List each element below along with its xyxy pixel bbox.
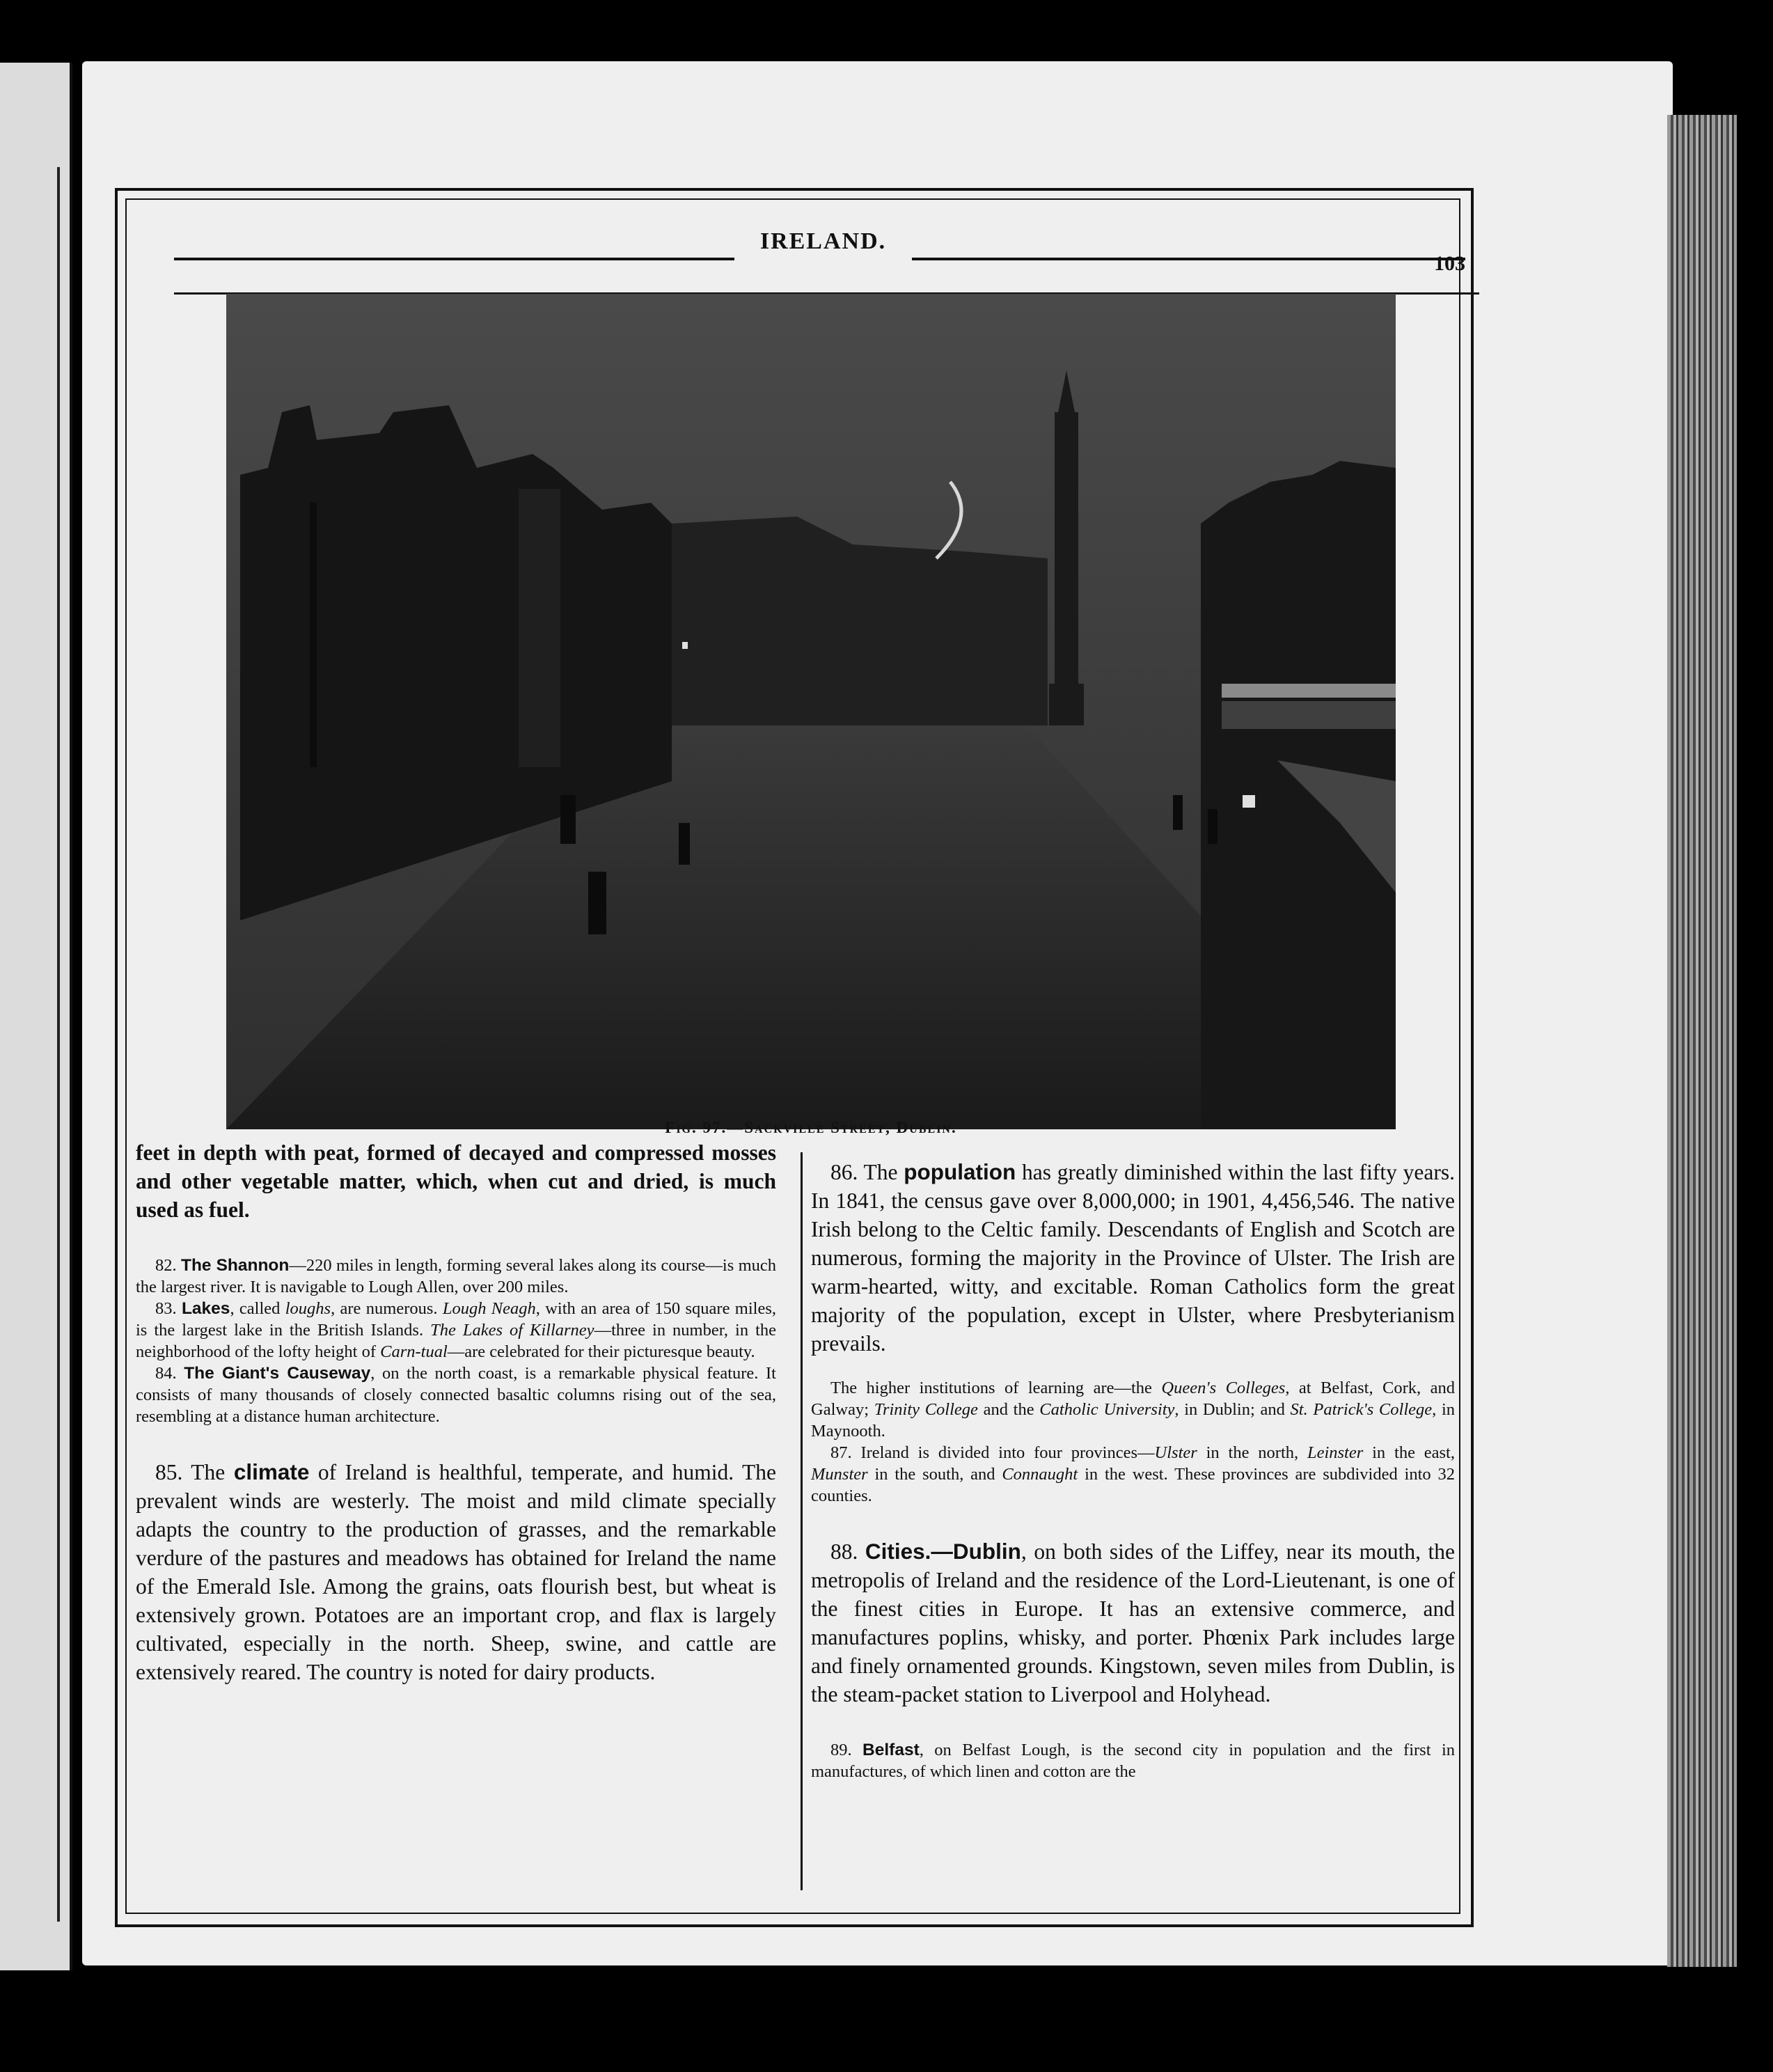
section-text: in the north,: [1197, 1443, 1307, 1462]
section-86-population: [811, 1158, 1455, 1358]
page-number: 103: [1434, 252, 1465, 275]
section-number: 83.: [155, 1299, 177, 1318]
section-87-provinces: [811, 1442, 1455, 1507]
figure-caption: Fig. 97.—Sackville Street, Dublin.: [665, 1119, 957, 1136]
term-lough-neagh: Lough Neagh: [442, 1299, 536, 1318]
street-scene-image: [226, 294, 1396, 1129]
sackville-street-photograph: [226, 294, 1396, 1129]
section-number: 82.: [155, 1256, 177, 1275]
section-text: , in Maynooth.: [811, 1400, 1455, 1441]
term-carn-tual: Carn-tual: [380, 1342, 448, 1361]
section-text: in the east,: [1363, 1443, 1455, 1462]
section-number: 88.: [830, 1539, 858, 1564]
term-munster: Munster: [811, 1465, 868, 1484]
paragraph-peat-continuation: feet in depth with peat, formed of decayed and compressed mosses and other vegetable matter, which, when cut and dried, is much used as fuel.: [136, 1140, 776, 1222]
section-83-lakes: [136, 1298, 776, 1363]
header-rule-left: [174, 258, 734, 260]
section-keyword: population: [904, 1159, 1016, 1184]
adjacent-page-edge: [0, 63, 72, 1970]
page-stack-edges: [1667, 115, 1737, 1967]
section-text: , at Belfast, Cork, and Galway;: [811, 1379, 1455, 1419]
term-queens-colleges: Queen's Colleges: [1161, 1379, 1286, 1397]
section-keyword: Cities.—Dublin: [865, 1539, 1021, 1564]
section-text: , in Dublin; and: [1174, 1400, 1291, 1419]
section-keyword: climate: [233, 1459, 310, 1484]
term-catholic-university: Catholic University: [1039, 1400, 1175, 1419]
section-text: 87. Ireland is divided into four provinces—: [830, 1443, 1155, 1462]
section-keyword: Belfast: [862, 1741, 920, 1759]
term-ulster: Ulster: [1154, 1443, 1197, 1462]
section-text: , on Belfast Lough, is the second city in population and the first in manufactures, of which linen and cotton are the: [811, 1741, 1455, 1781]
section-text: , on both sides of the Liffey, near its mouth, the metropolis of Ireland and the residence of the Lord-Lieutenant, is one of the finest cities in Europe. It has an extensive commerce, and manufactures poplins, whisky, and porter. Phœnix Park includes large and finely ornamented grounds. Kingstown, seven miles from Dublin, is the steam-packet station to Liverpool and Holyhead.: [811, 1539, 1456, 1706]
section-85-climate: [136, 1458, 776, 1686]
term-connaught: Connaught: [1002, 1465, 1078, 1484]
section-text: —three in number, in the neighborhood of the lofty height of: [136, 1321, 777, 1361]
section-number: 85. The: [155, 1460, 226, 1484]
section-number: 86. The: [830, 1160, 898, 1184]
section-text: The higher institutions of learning are—the: [830, 1379, 1162, 1397]
term-st-patricks-college: St. Patrick's College: [1290, 1400, 1433, 1419]
running-head: IRELAND.: [759, 228, 887, 254]
section-88-cities-dublin: [811, 1537, 1455, 1709]
section-text: —are celebrated for their picturesque beauty.: [447, 1342, 755, 1361]
section-text: in the south, and: [867, 1465, 1002, 1484]
section-keyword: The Shannon: [180, 1256, 290, 1275]
adjacent-page-rule: [57, 167, 60, 1922]
term-leinster: Leinster: [1307, 1443, 1364, 1462]
header-rule-right: [912, 258, 1465, 260]
section-keyword: Lakes: [181, 1299, 230, 1318]
term-lakes-of-killarney: The Lakes of Killarney: [430, 1321, 594, 1340]
section-text: has greatly diminished within the last fifty years. In 1841, the census gave over 8,000,000; in 1901, 4,456,546. The native Irish belong to the Celtic family. Descendants of English and Scotch are numerous, forming the majority in the Province of Ulster. The Irish are warm-hearted, witty, and excitable. Roman Catholics form the great majority of the population, except in Ulster, where Presbyterianism prevails.: [811, 1160, 1455, 1356]
section-number: 89.: [830, 1741, 852, 1759]
section-text: and the: [977, 1400, 1040, 1419]
section-text: —220 miles in length, forming several lakes along its course—is much the largest river. It is navigable to Lough Allen, over 200 miles.: [136, 1256, 777, 1296]
term-trinity-college: Trinity College: [874, 1400, 978, 1419]
column-divider: [801, 1152, 803, 1890]
section-text: , are numerous.: [331, 1299, 443, 1318]
term-loughs: loughs: [285, 1299, 331, 1318]
note-higher-learning: [811, 1377, 1455, 1442]
section-keyword: The Giant's Causeway: [184, 1364, 371, 1383]
section-number: 84.: [155, 1364, 177, 1383]
section-89-belfast: [811, 1739, 1455, 1782]
section-84-giants-causeway: [136, 1363, 776, 1427]
section-text: , on the north coast, is a remarkable physical feature. It consists of many thousands of closely connected basaltic columns rising out of the sea, resembling at a distance human architecture.: [136, 1364, 776, 1426]
left-text-column: [136, 1138, 776, 1686]
section-82-shannon: [136, 1255, 776, 1298]
section-text: , with an area of 150 square miles, is the largest lake in the British Islands.: [136, 1299, 776, 1340]
section-text: , called: [230, 1299, 285, 1318]
right-text-column: [811, 1138, 1455, 1782]
section-text: of Ireland is healthful, temperate, and humid. The prevalent winds are westerly. The moist and mild climate specially adapts the country to the production of grasses, and the remarkable verdure of the pastures and meadows has obtained for Ireland the name of the Emerald Isle. Among the grains, oats flourish best, but wheat is extensively grown. Potatoes are an important crop, and flax is largely cultivated, especially in the north. Sheep, swine, and cattle are extensively reared. The country is noted for dairy products.: [136, 1460, 777, 1684]
section-text: in the west. These provinces are subdivided into 32 counties.: [811, 1465, 1455, 1505]
